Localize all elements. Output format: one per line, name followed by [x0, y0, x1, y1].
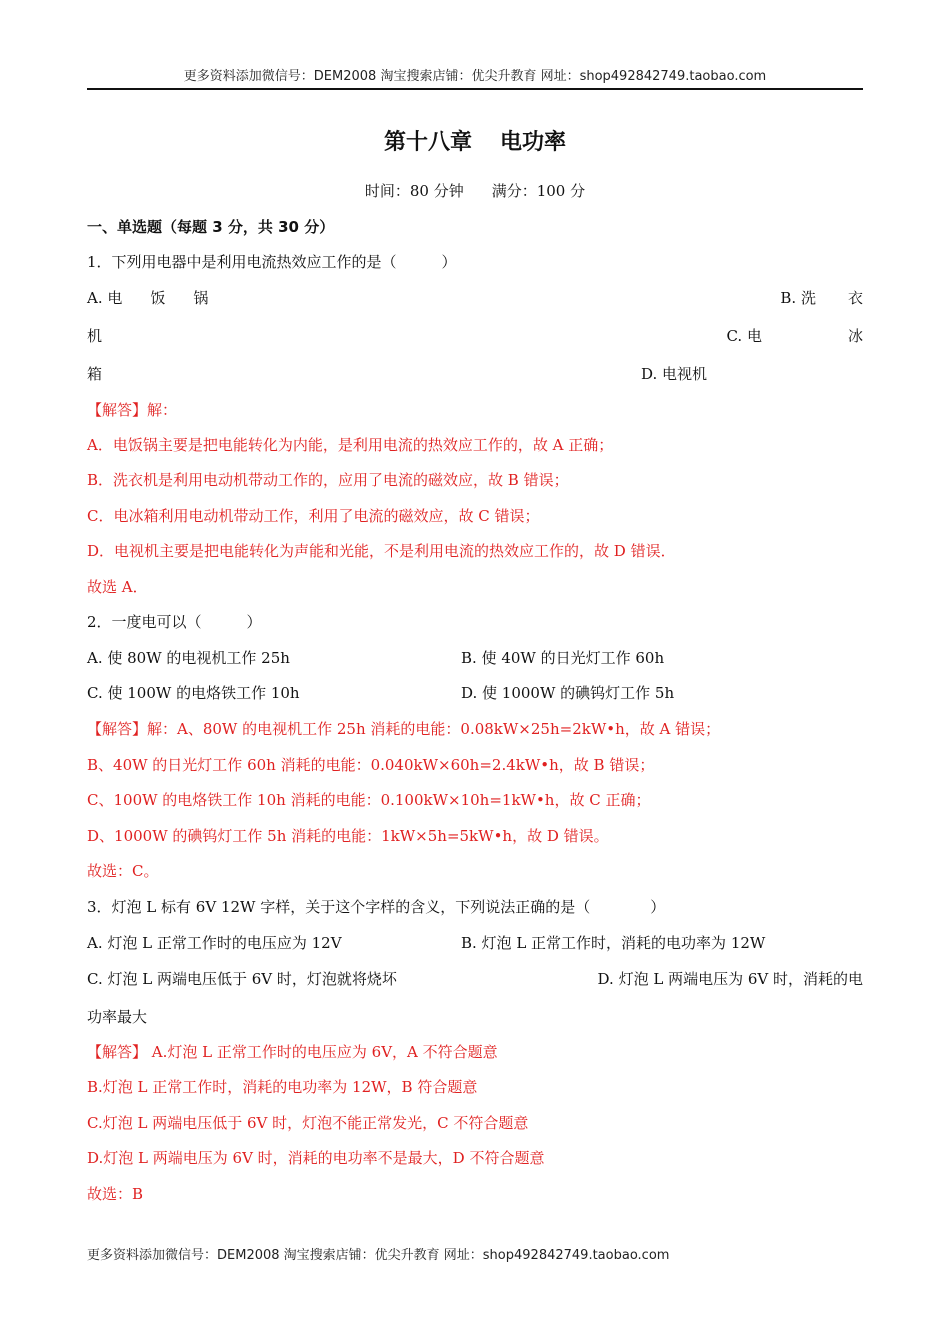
q1-option-b-cont: 机 — [87, 327, 103, 345]
page-header: 更多资料添加微信号：DEM2008 淘宝搜索店铺：优尖升教育 网址：shop492842749.taobao.com — [87, 66, 863, 90]
q1-option-c: C. 电 冰 — [726, 327, 863, 345]
q2-option-a: A. 使 80W 的电视机工作 25h — [87, 649, 290, 667]
exam-score: 满分：100 分 — [491, 182, 586, 200]
q2-options-row2 — [87, 681, 863, 705]
q3-options-row2 — [87, 967, 863, 991]
q3-option-c: C. 灯泡 L 两端电压低于 6V 时，灯泡就将烧坏 — [87, 970, 397, 988]
q1-option-c-cont: 箱 — [87, 365, 103, 383]
q2-option-d: D. 使 1000W 的碘钨灯工作 5h — [461, 684, 675, 702]
q3-stem: 3．灯泡 L 标有 6V 12W 字样，关于这个字样的含义，下列说法正确的是（ ） — [87, 898, 666, 916]
q1-option-b: B. 洗 衣 — [780, 289, 863, 307]
q2-answer-line: 【解答】解：A、80W 的电视机工作 25h 消耗的电能：0.08kW×25h=2kW•h，故 A 错误； — [87, 720, 721, 738]
q1-option-d: D. 电视机 — [641, 365, 708, 383]
q1-options-row1 — [87, 286, 863, 310]
q1-answer-line: B．洗衣机是利用电动机带动工作的，应用了电流的磁效应，故 B 错误； — [87, 471, 569, 489]
q2-options-row1 — [87, 646, 863, 670]
chapter-title — [0, 125, 950, 156]
exam-time: 时间：80 分钟 — [364, 182, 464, 200]
q2-answer-line: C、100W 的电烙铁工作 10h 消耗的电能：0.100kW×10h=1kW•h，故 C 正确； — [87, 791, 651, 809]
page-footer: 更多资料添加微信号：DEM2008 淘宝搜索店铺：优尖升教育 网址：shop492842749.taobao.com — [87, 1248, 670, 1263]
q3-option-d-cont: 功率最大 — [87, 1008, 148, 1026]
q1-answer-line: A．电饭锅主要是把电能转化为内能，是利用电流的热效应工作的，故 A 正确； — [87, 436, 614, 454]
q2-choice: 故选：C。 — [87, 862, 159, 880]
q1-answer-line: C．电冰箱利用电动机带动工作，利用了电流的磁效应，故 C 错误； — [87, 507, 540, 525]
q2-stem: 2．一度电可以（ ） — [87, 613, 262, 631]
q1-answer-label: 【解答】解： — [87, 401, 178, 419]
q3-choice: 故选：B — [87, 1185, 144, 1203]
q3-options-row1 — [87, 931, 863, 955]
q3-answer-line: B.灯泡 L 正常工作时，消耗的电功率为 12W，B 符合题意 — [87, 1078, 478, 1096]
q1-options-row3 — [87, 362, 863, 386]
q2-answer-line: B、40W 的日光灯工作 60h 消耗的电能：0.040kW×60h=2.4kW•h，故 B 错误； — [87, 756, 655, 774]
exam-meta — [0, 180, 950, 201]
q2-answer-line: D、1000W 的碘钨灯工作 5h 消耗的电能：1kW×5h=5kW•h，故 D 错误。 — [87, 827, 609, 845]
q3-option-d: D. 灯泡 L 两端电压为 6V 时，消耗的电 — [597, 970, 863, 988]
q1-options-row2 — [87, 324, 863, 348]
q1-stem: 1．下列用电器中是利用电流热效应工作的是（ ） — [87, 253, 457, 271]
q3-answer-line: 【解答】 A.灯泡 L 正常工作时的电压应为 6V，A 不符合题意 — [87, 1043, 498, 1061]
q3-answer-line: D.灯泡 L 两端电压为 6V 时，消耗的电功率不是最大，D 不符合题意 — [87, 1149, 545, 1167]
q3-option-b: B. 灯泡 L 正常工作时，消耗的电功率为 12W — [461, 934, 766, 952]
q3-answer-line: C.灯泡 L 两端电压低于 6V 时，灯泡不能正常发光，C 不符合题意 — [87, 1114, 529, 1132]
title-part2: 电功率 — [500, 130, 567, 155]
q1-answer-line: D．电视机主要是把电能转化为声能和光能，不是利用电流的热效应工作的，故 D 错误． — [87, 542, 676, 560]
q2-option-b: B. 使 40W 的日光灯工作 60h — [461, 649, 665, 667]
q3-option-a: A. 灯泡 L 正常工作时的电压应为 12V — [87, 934, 342, 952]
section-heading: 一、单选题（每题 3 分，共 30 分） — [87, 218, 335, 236]
q2-option-c: C. 使 100W 的电烙铁工作 10h — [87, 684, 300, 702]
q1-choice: 故选 A． — [87, 578, 148, 596]
title-part1: 第十八章 — [383, 130, 472, 155]
q3-answer-label: 【解答】 — [87, 1043, 148, 1061]
q2-answer-label: 【解答】 — [87, 720, 148, 738]
q1-option-a: A. 电 饭 锅 — [87, 289, 209, 307]
